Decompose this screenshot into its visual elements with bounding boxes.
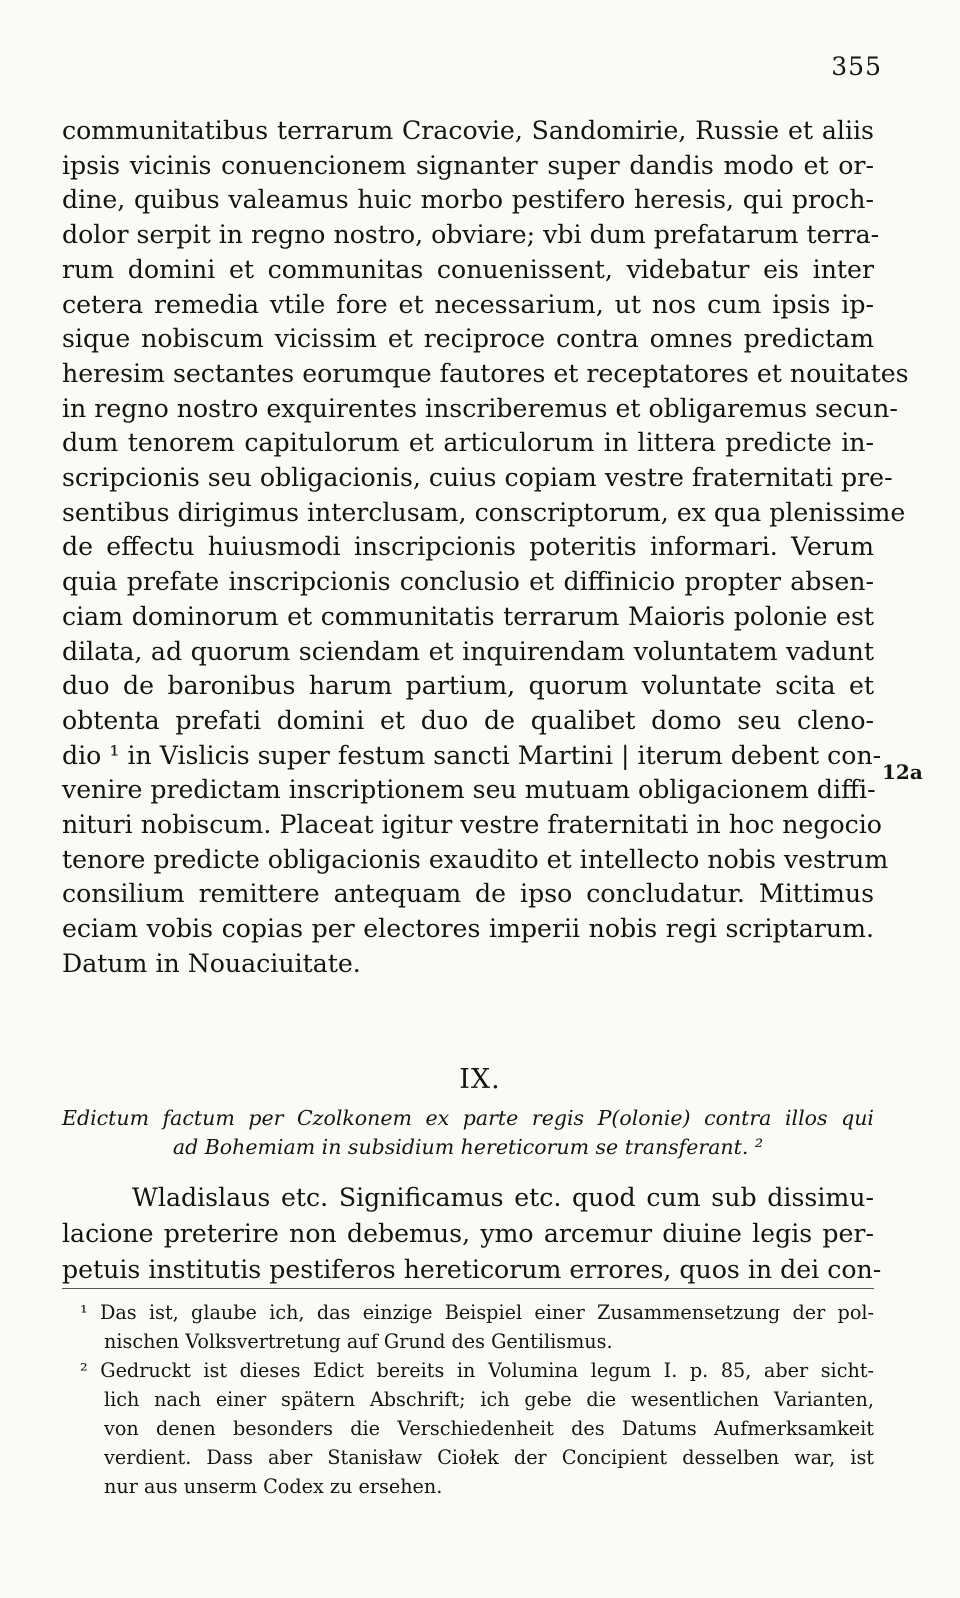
text-line: sentibus dirigimus interclusam, conscriptorum, ex qua plenissime	[62, 497, 906, 527]
text-line: duo de baronibus harum partium, quorum voluntate scita et	[62, 671, 874, 701]
text-line: nituri nobiscum. Placeat igitur vestre fraternitati in hoc negocio	[62, 810, 882, 840]
text-line: cetera remedia vtile fore et necessarium, ut nos cum ipsis ip-	[62, 289, 874, 319]
text-line: tenore predicte obligacionis exaudito et intellecto nobis vestrum	[62, 844, 889, 874]
text-line: sique nobiscum vicissim et reciproce contra omnes predictam	[62, 324, 874, 354]
footnote-line: ² Gedruckt ist dieses Edict bereits in Volumina legum I. p. 85, aber sicht-	[80, 1359, 874, 1382]
text-line: eciam vobis copias per electores imperii nobis regi scriptarum.	[62, 914, 874, 944]
footnote-line: lich nach einer spätern Abschrift; ich gebe die wesentlichen Varianten,	[104, 1388, 874, 1411]
text-line: ciam dominorum et communitatis terrarum Maioris polonie est	[62, 601, 874, 631]
footnote-line: nischen Volksvertretung auf Grund des Gentilismus.	[104, 1330, 613, 1353]
text-line: dio ¹ in Vislicis super festum sancti Martini | iterum debent con-	[62, 740, 882, 770]
footnote-line: nur aus unserm Codex zu ersehen.	[104, 1475, 443, 1498]
text-line: scripcionis seu obligacionis, cuius copiam vestre fraternitati pre-	[62, 463, 893, 493]
text-line: de effectu huiusmodi inscripcionis poteritis informari. Verum	[62, 532, 874, 562]
footnote-line: von denen besonders die Verschiedenheit des Datums Aufmerksamkeit	[104, 1417, 874, 1440]
footnote-line: verdient. Dass aber Stanisław Ciołek der Concipient desselben war, ist	[104, 1446, 874, 1469]
text-line: petuis institutis pestiferos hereticorum errores, quos in dei con-	[62, 1255, 882, 1284]
text-line: obtenta prefati domini et duo de qualibet domo seu cleno-	[62, 705, 874, 735]
footnote-line: ¹ Das ist, glaube ich, das einzige Beispiel einer Zusammensetzung der pol-	[80, 1301, 874, 1324]
text-line: dilata, ad quorum sciendam et inquirendam voluntatem vadunt	[62, 636, 874, 666]
text-line: dolor serpit in regno nostro, obviare; vbi dum prefatarum terra-	[62, 220, 880, 250]
text-line: ipsis vicinis conuencionem signanter super dandis modo et or-	[62, 150, 874, 180]
text-line: consilium remittere antequam de ipso concludatur. Mittimus	[62, 879, 874, 909]
footnote-separator	[62, 1288, 874, 1289]
text-line: venire predictam inscriptionem seu mutuam obligacionem diffi-	[62, 775, 876, 805]
text-line: Datum in Nouaciuitate.	[62, 948, 361, 978]
text-line: rum domini et communitas conuenissent, videbatur eis inter	[62, 254, 874, 284]
footnotes	[80, 1298, 874, 1501]
heading-line: Edictum factum per Czolkonem ex parte regis P(olonie) contra illos qui	[62, 1106, 874, 1130]
text-line: quia prefate inscripcionis conclusio et diffinicio propter absen-	[62, 567, 874, 597]
text-line: communitatibus terrarum Cracovie, Sandomirie, Russie et aliis	[62, 116, 874, 145]
text-line: lacione preterire non debemus, ymo arcemur diuine legis per-	[62, 1219, 874, 1248]
text-line: dine, quibus valeamus huic morbo pestifero heresis, qui proch-	[62, 185, 874, 215]
text-line: dum tenorem capitulorum et articulorum in littera predicte in-	[62, 428, 874, 458]
section-heading	[62, 1104, 874, 1162]
page-number: 355	[831, 52, 882, 81]
text-line: in regno nostro exquirentes inscriberemus et obligaremus secun-	[62, 393, 898, 423]
margin-note: 12a	[882, 760, 923, 784]
text-line: Wladislaus etc. Significamus etc. quod cum sub dissimu-	[132, 1183, 874, 1212]
edict-text	[62, 1180, 882, 1288]
text-line: heresim sectantes eorumque fautores et receptatores et nouitates	[62, 358, 909, 388]
section-number: IX.	[459, 1064, 501, 1095]
heading-line: ad Bohemiam in subsidium hereticorum se transferant. ²	[172, 1135, 764, 1159]
